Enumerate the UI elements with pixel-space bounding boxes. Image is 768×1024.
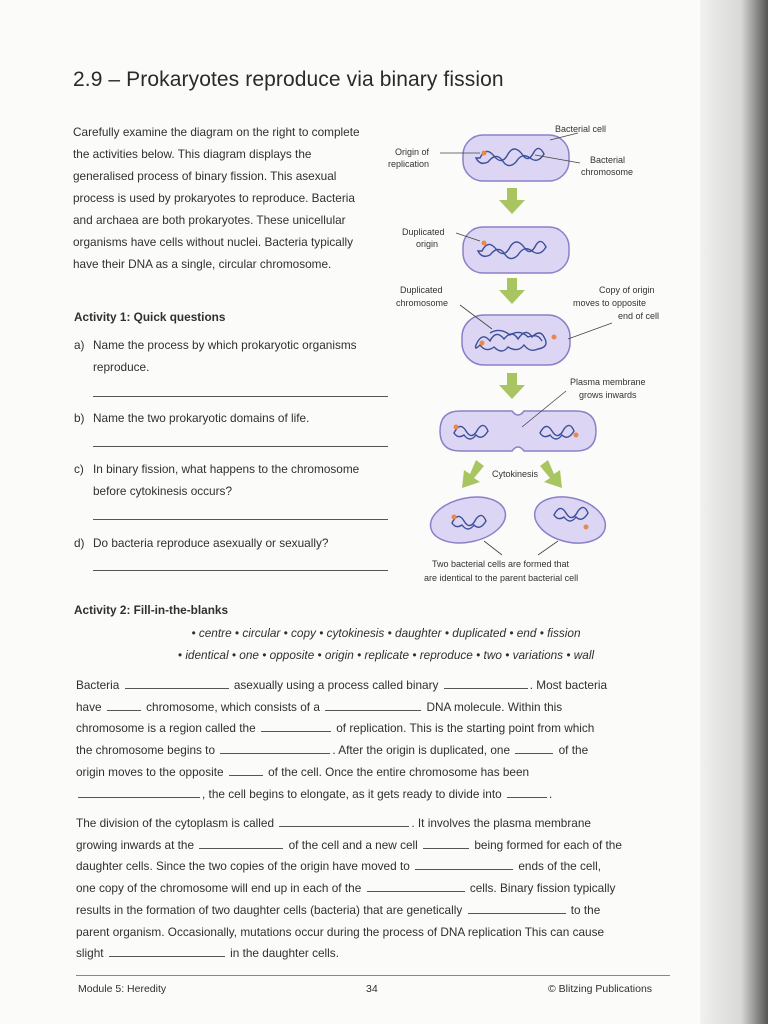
blank-10[interactable]	[507, 786, 547, 798]
blank-17[interactable]	[109, 945, 225, 957]
blank-3[interactable]	[107, 699, 141, 711]
arrow-cytokinesis-left	[462, 460, 484, 488]
blank-13[interactable]	[423, 837, 469, 849]
arrow-down-1	[499, 188, 525, 214]
answer-line-b[interactable]	[93, 446, 388, 447]
daughter-cell-left	[426, 491, 509, 550]
blank-7[interactable]	[515, 742, 553, 754]
footer-publisher: © Blitzing Publications	[548, 983, 653, 995]
footer-divider	[76, 975, 670, 976]
question-c: c) In binary fission, what happens to the chromosome before cytokinesis occurs?	[74, 462, 360, 498]
word-bank-line-2: • identical • one • opposite • origin • replicate • reproduce • two • variations • wall	[177, 648, 595, 662]
page-title: 2.9 – Prokaryotes reproduce via binary fission	[73, 68, 504, 91]
label-dup-origin-2: origin	[416, 239, 439, 249]
fill-paragraph-2: The division of the cytoplasm is called . It involves the plasma membrane growing inwards at the of the cell and a new cell being formed for each of the daughter cells. Since the two copies of the origin have moved to ends of the cell, one copy of the chromosome will end up in each of the cells. Binary fission typically results in the formation of two daughter cells (bacteria) that are genetically to the parent organism. Occasionally, mutations occur during the process of DNA replication This can cause slight in the daughter cells.	[76, 816, 622, 961]
label-dup-chrom-1: Duplicated	[400, 285, 443, 295]
footer-page-number: 34	[366, 983, 378, 995]
daughter-cell-right	[530, 490, 611, 550]
blank-5[interactable]	[261, 720, 331, 732]
label-copy-3: end of cell	[618, 311, 660, 321]
question-b: b) Name the two prokaryotic domains of life.	[74, 411, 310, 425]
blank-4[interactable]	[325, 699, 421, 711]
intro-paragraph: Carefully examine the diagram on the right to complete the activities below. This diagram displays the generalised process of binary fission. This asexual process is used by prokaryotes to reproduce. Bacteria and archaea are both prokaryotes. These unicellular organisms have cells without nuclei. Bacteria typically have their DNA as a single, circular chromosome.	[73, 125, 360, 271]
activity2-heading: Activity 2: Fill-in-the-blanks	[74, 603, 229, 617]
blank-8[interactable]	[229, 764, 263, 776]
blank-12[interactable]	[199, 837, 283, 849]
blank-16[interactable]	[468, 902, 566, 914]
footer-module: Module 5: Heredity	[78, 983, 167, 995]
answer-line-c[interactable]	[93, 519, 388, 520]
origin-marker-1	[482, 151, 487, 156]
fill-paragraph-1: Bacteria asexually using a process called binary . Most bacteria have chromosome, which consists of a DNA molecule. Within this chromosome is a region called the of replication. This is the starting point from which the chromosome begins to . After the origin is duplicated, one of the origin moves to the opposite of the cell. Once the entire chromosome has been , the cell begins to elongate, as it gets ready to divide into .	[76, 678, 608, 801]
blank-2[interactable]	[444, 677, 528, 689]
label-two-cells-1: Two bacterial cells are formed that	[432, 559, 570, 569]
origin-marker-2	[482, 241, 487, 246]
label-membrane-1: Plasma membrane	[570, 377, 646, 387]
blank-1[interactable]	[125, 677, 229, 689]
arrow-cytokinesis-right	[540, 460, 562, 488]
question-d: d) Do bacteria reproduce asexually or sexually?	[74, 536, 329, 550]
label-cytokinesis: Cytokinesis	[492, 469, 539, 479]
label-bacterial-cell: Bacterial cell	[555, 124, 607, 134]
blank-14[interactable]	[415, 858, 513, 870]
label-chromosome-1: Bacterial	[590, 155, 626, 165]
label-membrane-2: grows inwards	[579, 390, 637, 400]
label-chromosome-2: chromosome	[581, 167, 634, 177]
arrow-down-2	[499, 278, 525, 304]
blank-15[interactable]	[367, 880, 465, 892]
blank-6[interactable]	[220, 742, 330, 754]
question-a: a) Name the process by which prokaryotic organisms reproduce.	[74, 338, 357, 374]
blank-9[interactable]	[78, 786, 200, 798]
bacterial-cell-2	[463, 227, 569, 273]
label-copy-1: Copy of origin	[599, 285, 655, 295]
label-two-cells-2: are identical to the parent bacterial cell	[424, 573, 579, 583]
answer-line-a[interactable]	[93, 396, 388, 397]
word-bank-line-1: • centre • circular • copy • cytokinesis • daughter • duplicated • end • fission	[191, 626, 581, 640]
label-dup-chrom-2: chromosome	[396, 298, 449, 308]
arrow-down-3	[499, 373, 525, 399]
activity1-heading: Activity 1: Quick questions	[74, 310, 226, 324]
answer-line-d[interactable]	[93, 570, 388, 571]
bacterial-cell-4	[440, 411, 596, 451]
book-page-edge	[700, 0, 768, 1024]
label-origin-1: Origin of	[395, 147, 430, 157]
label-origin-2: replication	[388, 159, 430, 169]
label-copy-2: moves to opposite	[573, 298, 647, 308]
label-dup-origin-1: Duplicated	[402, 227, 445, 237]
blank-11[interactable]	[279, 815, 409, 827]
binary-fission-diagram	[380, 115, 700, 590]
